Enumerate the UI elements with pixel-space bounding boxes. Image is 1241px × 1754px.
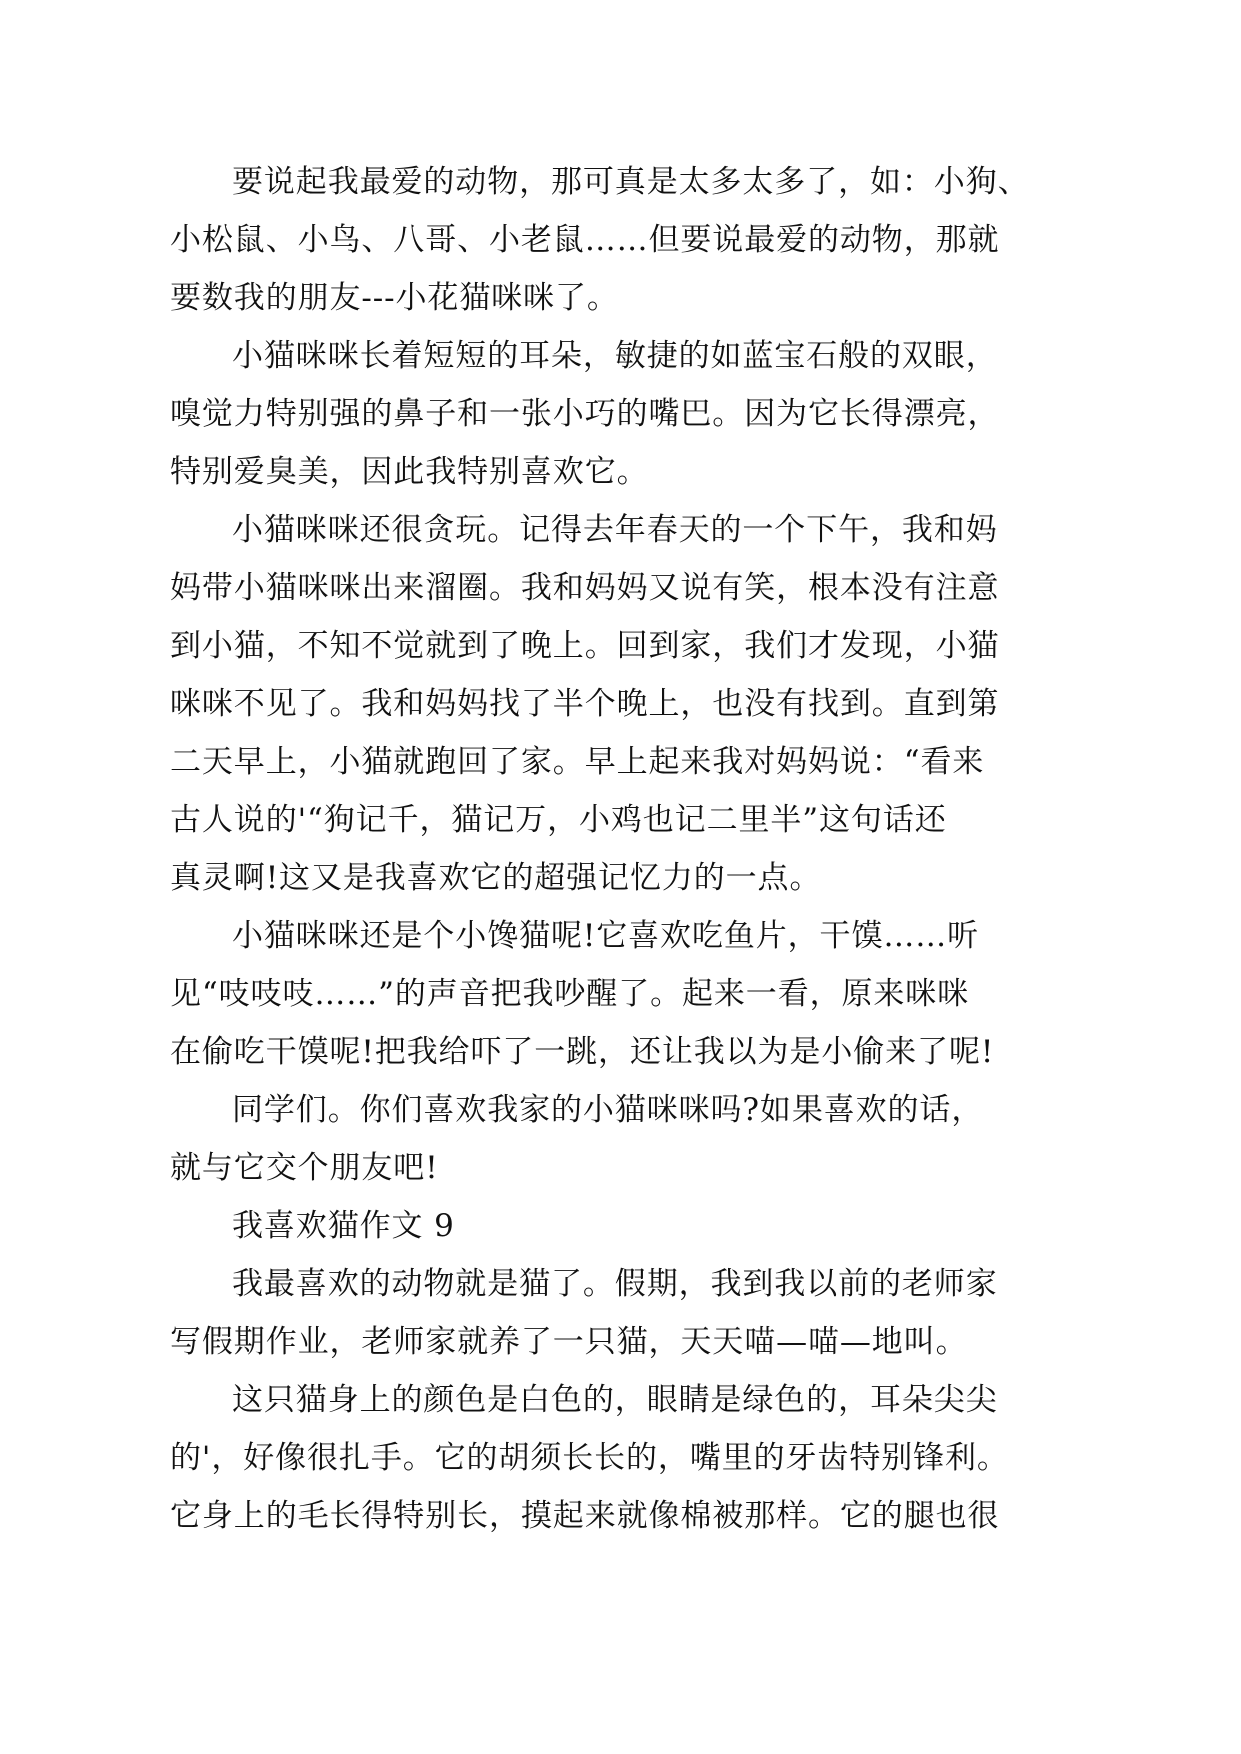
text-line: 见“吱吱吱……”的声音把我吵醒了。起来一看，原来咪咪 — [170, 976, 970, 1012]
text-line: 要数我的朋友---小花猫咪咪了。 — [170, 280, 619, 316]
text-line: 嗅觉力特别强的鼻子和一张小巧的嘴巴。因为它长得漂亮， — [170, 396, 1000, 432]
text-line: 小松鼠、小鸟、八哥、小老鼠……但要说最爱的动物，那就 — [170, 222, 1000, 258]
text-line: 在偷吃干馍呢!把我给吓了一跳，还让我以为是小偷来了呢! — [170, 1034, 995, 1070]
text-line: 同学们。你们喜欢我家的小猫咪咪吗?如果喜欢的话， — [232, 1092, 984, 1128]
text-line: 我最喜欢的动物就是猫了。假期，我到我以前的老师家 — [232, 1266, 998, 1302]
text-line: 小猫咪咪还很贪玩。记得去年春天的一个下午，我和妈 — [232, 512, 998, 548]
text-line: 它身上的毛长得特别长，摸起来就像棉被那样。它的腿也很 — [170, 1498, 1000, 1534]
text-line: 要说起我最爱的动物，那可真是太多太多了，如：小狗、 — [232, 164, 1030, 200]
text-line: 咪咪不见了。我和妈妈找了半个晚上，也没有找到。直到第 — [170, 686, 1000, 722]
text-line: 小猫咪咪还是个小馋猫呢!它喜欢吃鱼片，干馍……听 — [232, 918, 980, 954]
essay-heading: 我喜欢猫作文 9 — [232, 1208, 455, 1244]
text-line: 妈带小猫咪咪出来溜圈。我和妈妈又说有笑，根本没有注意 — [170, 570, 1000, 606]
text-line: 写假期作业，老师家就养了一只猫，天天喵—喵—地叫。 — [170, 1324, 968, 1360]
text-line: 到小猫，不知不觉就到了晚上。回到家，我们才发现，小猫 — [170, 628, 1000, 664]
text-line: 的'，好像很扎手。它的胡须长长的，嘴里的牙齿特别锋利。 — [170, 1440, 1009, 1476]
text-line: 真灵啊!这又是我喜欢它的超强记忆力的一点。 — [170, 860, 822, 896]
text-line: 古人说的'“狗记千，猫记万，小鸡也记二里半”这句话还 — [170, 802, 947, 838]
text-line: 就与它交个朋友吧! — [170, 1150, 439, 1186]
text-line: 这只猫身上的颜色是白色的，眼睛是绿色的，耳朵尖尖 — [232, 1382, 998, 1418]
text-line: 特别爱臭美，因此我特别喜欢它。 — [170, 454, 649, 490]
text-line: 二天早上，小猫就跑回了家。早上起来我对妈妈说：“看来 — [170, 744, 985, 780]
text-line: 小猫咪咪长着短短的耳朵，敏捷的如蓝宝石般的双眼， — [232, 338, 998, 374]
